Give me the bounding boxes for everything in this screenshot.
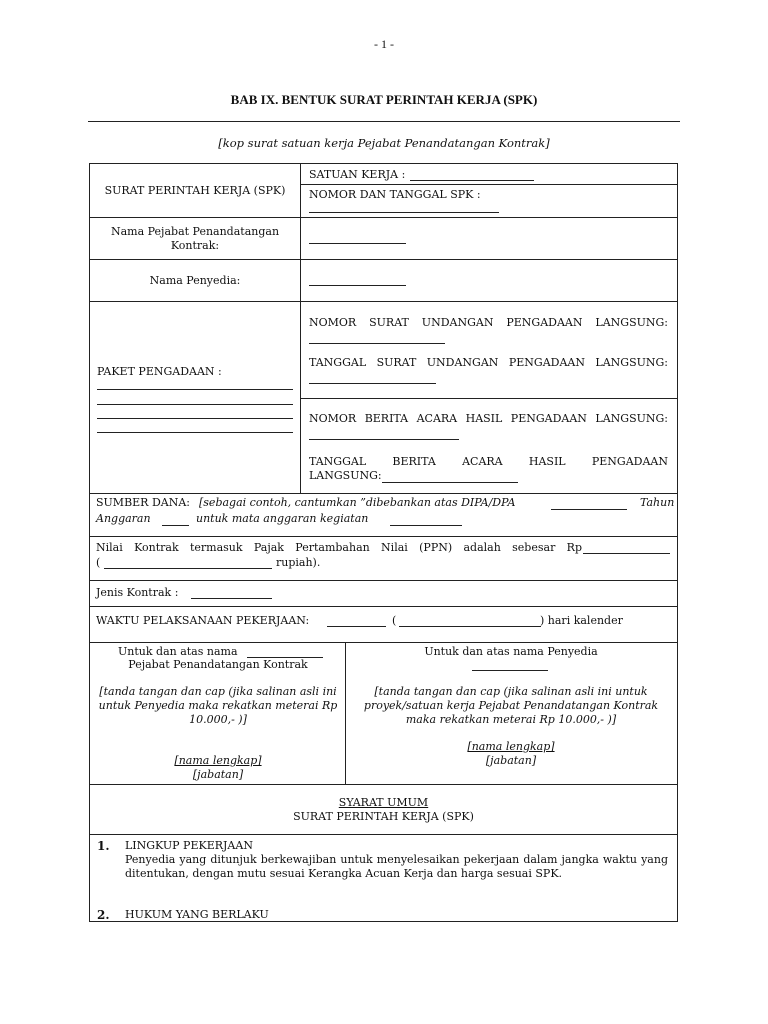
row-divider	[90, 580, 677, 581]
syarat-umum-heading: SYARAT UMUM	[338, 796, 429, 809]
spk-label: SURAT PERINTAH KERJA (SPK)	[104, 184, 286, 197]
sumber-dana-anggaran: Anggaran	[96, 512, 151, 525]
nomor-berita-acara-label: NOMOR BERITA ACARA HASIL PENGADAAN LANGSUNG:	[309, 412, 668, 425]
row-divider	[90, 606, 677, 607]
waktu-blank	[327, 626, 386, 627]
nilai-kontrak-text: Nilai Kontrak termasuk Pajak Pertambahan Nilai (PPN) adalah sebesar Rp	[96, 541, 582, 554]
sumber-dana-text: [sebagai contoh, cantumkan ”dibebankan atas DIPA/DPA	[199, 496, 516, 509]
rupiah-label: rupiah).	[276, 556, 321, 569]
row-divider	[90, 642, 677, 643]
sign-left-note: [tanda tangan dan cap (jika salinan asli ini untuk Penyedia maka rekatkan meterai Rp 10.000,- )]	[98, 685, 338, 726]
tanggal-surat-undangan-label: TANGGAL SURAT UNDANGAN PENGADAAN LANGSUNG:	[309, 356, 668, 369]
sign-right-name: [nama lengkap]	[467, 740, 555, 753]
row-divider	[90, 834, 677, 835]
kop-note: [kop surat satuan kerja Pejabat Penandatangan Kontrak]	[218, 136, 550, 150]
mata-anggaran-blank	[390, 525, 462, 526]
sign-left-line2: Pejabat Penandatangan Kontrak	[128, 658, 308, 671]
nomor-tanggal-blank	[309, 212, 499, 213]
nama-pejabat-label: Nama Pejabat Penandatangan Kontrak:	[110, 225, 280, 252]
jenis-kontrak-blank	[191, 598, 272, 599]
nomor-surat-blank	[309, 343, 445, 344]
syarat-umum-subheading: SURAT PERINTAH KERJA (SPK)	[293, 810, 474, 823]
column-divider	[345, 642, 346, 784]
title-rule	[88, 121, 680, 122]
tanggal-berita-acara-label: TANGGAL BERITA ACARA HASIL PENGADAAN	[309, 455, 668, 468]
sumber-dana-text2: untuk mata anggaran kegiatan	[196, 512, 369, 525]
row-divider	[90, 259, 677, 260]
item2-number: 2.	[97, 908, 110, 922]
terbilang-blank	[104, 568, 272, 569]
sumber-dana-tahun: Tahun	[640, 496, 675, 509]
sign-left-name: [nama lengkap]	[174, 754, 262, 767]
satuan-kerja-label: SATUAN KERJA :	[309, 168, 406, 181]
column-divider	[300, 164, 301, 493]
page-number: - 1 -	[374, 37, 394, 51]
open-paren: (	[96, 556, 101, 569]
paket-blank	[97, 404, 293, 405]
tanggal-berita-blank	[382, 482, 518, 483]
waktu-label: WAKTU PELAKSANAAN PEKERJAAN:	[96, 614, 310, 627]
nomor-tanggal-label: NOMOR DAN TANGGAL SPK :	[309, 188, 481, 201]
item1-body: Penyedia yang ditunjuk berkewajiban untuk menyelesaikan pekerjaan dalam jangka waktu yang ditentukan, dengan mutu sesuai Kerangka Acuan Kerja dan harga sesuai SPK.	[125, 853, 668, 880]
row-divider	[90, 493, 677, 494]
anggaran-blank	[162, 525, 189, 526]
paket-pengadaan-label: PAKET PENGADAAN :	[97, 365, 222, 378]
row-divider	[90, 784, 677, 785]
tanggal-surat-blank	[309, 383, 436, 384]
row-divider	[90, 536, 677, 537]
hari-kalender-label: ) hari kalender	[540, 614, 623, 627]
page-title: BAB IX. BENTUK SURAT PERINTAH KERJA (SPK)	[230, 92, 538, 107]
nama-penyedia-label: Nama Penyedia:	[149, 274, 241, 287]
row-divider	[90, 301, 677, 302]
paket-blank	[97, 418, 293, 419]
sign-left-jabatan: [jabatan]	[192, 768, 244, 781]
row-divider	[90, 217, 677, 218]
paket-blank	[97, 432, 293, 433]
satuan-kerja-blank	[410, 180, 534, 181]
paket-blank	[97, 389, 293, 390]
sign-right-jabatan: [jabatan]	[485, 754, 537, 767]
row-divider	[300, 184, 677, 185]
langsung-label: LANGSUNG:	[309, 469, 382, 482]
waktu-terbilang-blank	[399, 626, 541, 627]
sumber-dana-label: SUMBER DANA:	[96, 496, 190, 509]
nomor-surat-undangan-label: NOMOR SURAT UNDANGAN PENGADAAN LANGSUNG:	[309, 316, 668, 329]
sign-right-note: [tanda tangan dan cap (jika salinan asli ini untuk proyek/satuan kerja Pejabat Penandatangan Kontrak maka rekatkan meterai Rp 10.000,- )]	[363, 685, 659, 726]
dipa-blank	[551, 509, 627, 510]
item2-title: HUKUM YANG BERLAKU	[125, 908, 269, 921]
sign-right-blank	[472, 670, 548, 671]
nama-penyedia-blank	[309, 285, 406, 286]
sign-right-line1: Untuk dan atas nama Penyedia	[424, 645, 598, 658]
jenis-kontrak-label: Jenis Kontrak :	[96, 586, 179, 599]
waktu-open-paren: (	[392, 614, 397, 627]
item1-title: LINGKUP PEKERJAAN	[125, 839, 253, 852]
nomor-berita-blank	[309, 439, 459, 440]
row-divider	[300, 398, 677, 399]
item1-number: 1.	[97, 839, 110, 853]
sign-left-line1: Untuk dan atas nama	[118, 645, 238, 658]
spk-form-table	[89, 163, 678, 922]
nama-pejabat-blank	[309, 243, 406, 244]
nilai-rp-blank	[583, 553, 670, 554]
